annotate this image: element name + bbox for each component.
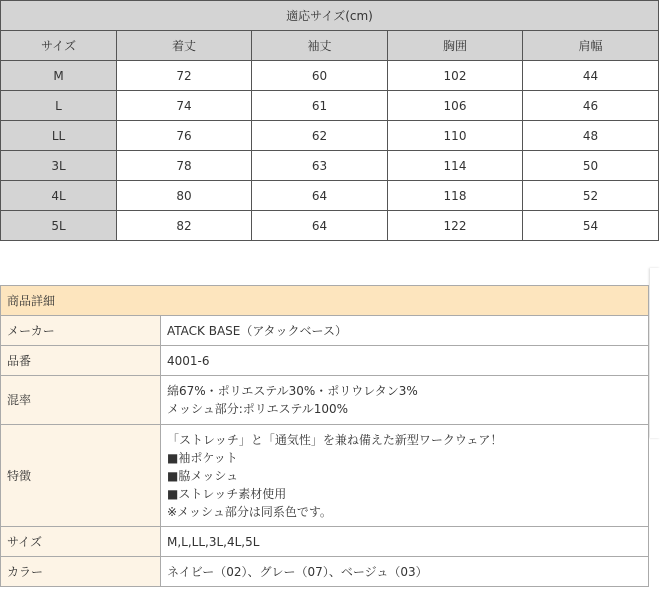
detail-value bbox=[161, 346, 649, 376]
detail-line: ネイビー（02）、グレー（07）、ベージュ（03） bbox=[167, 564, 428, 579]
detail-value bbox=[161, 316, 649, 346]
size-cell: 74 bbox=[117, 91, 252, 121]
detail-row-part-number bbox=[1, 346, 649, 376]
size-cell: 60 bbox=[252, 61, 388, 91]
detail-row-features bbox=[1, 425, 649, 527]
size-cell: 46 bbox=[523, 91, 659, 121]
detail-label: 特徴 bbox=[1, 425, 161, 527]
detail-line: M,L,LL,3L,4L,5L bbox=[167, 534, 260, 549]
detail-row-material bbox=[1, 376, 649, 425]
product-detail-table bbox=[0, 285, 649, 587]
size-cell: 61 bbox=[252, 91, 388, 121]
size-cell: 54 bbox=[523, 211, 659, 241]
detail-value bbox=[161, 425, 649, 527]
size-cell: 64 bbox=[252, 211, 388, 241]
detail-row-colors bbox=[1, 557, 649, 587]
size-cell: 48 bbox=[523, 121, 659, 151]
size-header-size: サイズ bbox=[1, 31, 117, 61]
size-cell: LL bbox=[1, 121, 117, 151]
size-cell: 72 bbox=[117, 61, 252, 91]
size-cell: 110 bbox=[388, 121, 523, 151]
size-cell: 52 bbox=[523, 181, 659, 211]
size-cell: 114 bbox=[388, 151, 523, 181]
size-row-m bbox=[1, 61, 659, 91]
detail-line: ■脇メッシュ bbox=[167, 468, 239, 483]
detail-line: 4001-6 bbox=[167, 353, 210, 368]
size-cell: L bbox=[1, 91, 117, 121]
detail-label: 品番 bbox=[1, 346, 161, 376]
size-table-caption: 適応サイズ(cm) bbox=[1, 1, 659, 31]
size-header-sleeve: 袖丈 bbox=[252, 31, 388, 61]
detail-line: メッシュ部分:ポリエステル100% bbox=[167, 402, 349, 416]
side-scroll-edge[interactable] bbox=[650, 268, 660, 438]
detail-line: 綿67%・ポリエステル30%・ポリウレタン3% bbox=[167, 384, 418, 398]
detail-row-maker bbox=[1, 316, 649, 346]
detail-label: サイズ bbox=[1, 527, 161, 557]
detail-line: 「ストレッチ」と「通気性」を兼ね備えた新型ワークウェア！ bbox=[167, 432, 503, 447]
size-cell: 118 bbox=[388, 181, 523, 211]
detail-line: ■ストレッチ素材使用 bbox=[167, 486, 287, 501]
detail-row-sizes bbox=[1, 527, 649, 557]
size-cell: 4L bbox=[1, 181, 117, 211]
size-row-ll bbox=[1, 121, 659, 151]
size-cell: 106 bbox=[388, 91, 523, 121]
size-table bbox=[0, 0, 659, 241]
detail-value bbox=[161, 557, 649, 587]
size-cell: 44 bbox=[523, 61, 659, 91]
size-cell: 64 bbox=[252, 181, 388, 211]
size-cell: 50 bbox=[523, 151, 659, 181]
size-row-5l bbox=[1, 211, 659, 241]
detail-line: ※メッシュ部分は同系色です。 bbox=[167, 504, 332, 519]
size-header-chest: 胸囲 bbox=[388, 31, 523, 61]
detail-label: カラー bbox=[1, 557, 161, 587]
detail-label: 混率 bbox=[1, 376, 161, 425]
size-header-shoulder: 肩幅 bbox=[523, 31, 659, 61]
size-cell: 102 bbox=[388, 61, 523, 91]
detail-label: メーカー bbox=[1, 316, 161, 346]
size-cell: M bbox=[1, 61, 117, 91]
size-cell: 62 bbox=[252, 121, 388, 151]
size-row-3l bbox=[1, 151, 659, 181]
size-row-4l bbox=[1, 181, 659, 211]
size-cell: 122 bbox=[388, 211, 523, 241]
size-row-l bbox=[1, 91, 659, 121]
size-cell: 5L bbox=[1, 211, 117, 241]
size-cell: 82 bbox=[117, 211, 252, 241]
product-detail-title: 商品詳細 bbox=[1, 286, 649, 316]
size-header-length: 着丈 bbox=[117, 31, 252, 61]
size-cell: 78 bbox=[117, 151, 252, 181]
size-cell: 76 bbox=[117, 121, 252, 151]
detail-line: ■袖ポケット bbox=[167, 450, 238, 465]
detail-value bbox=[161, 527, 649, 557]
size-cell: 80 bbox=[117, 181, 252, 211]
detail-value bbox=[161, 376, 649, 425]
size-cell: 63 bbox=[252, 151, 388, 181]
detail-line: ATACK BASE（アタックベース） bbox=[167, 323, 347, 338]
size-cell: 3L bbox=[1, 151, 117, 181]
